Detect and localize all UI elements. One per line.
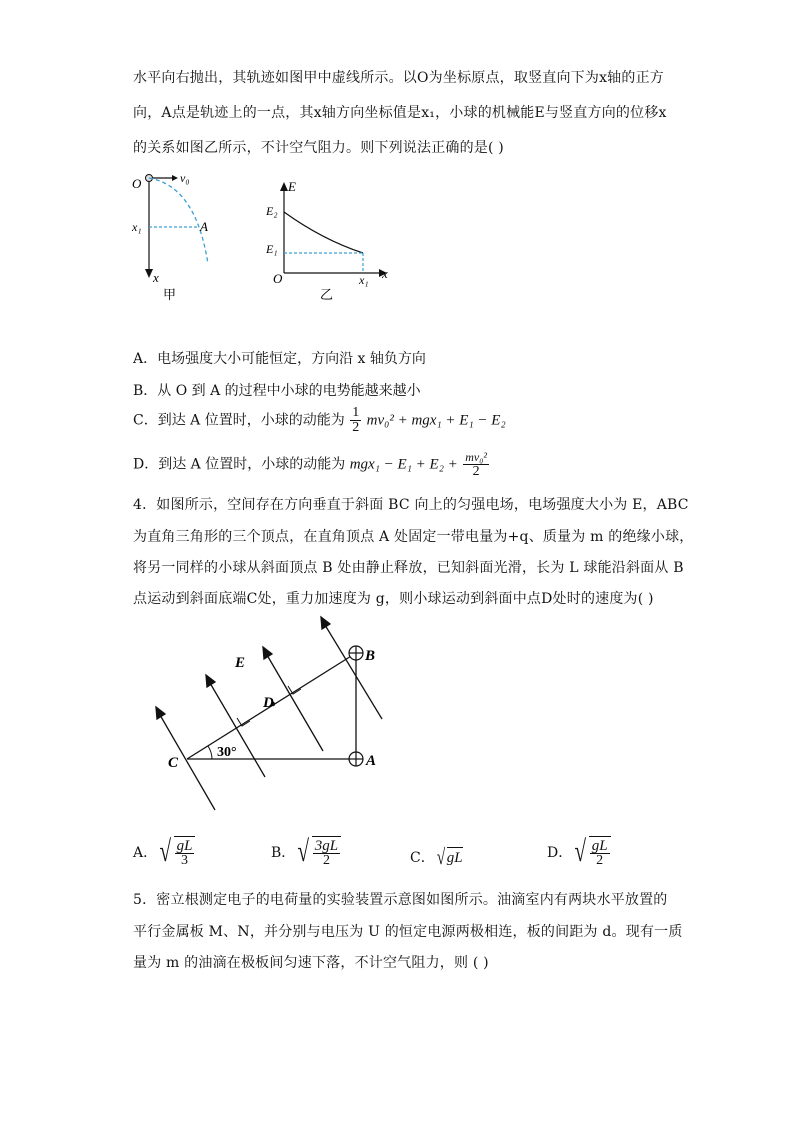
angle-arc-C — [208, 746, 212, 759]
q4-option-a-label: A． — [133, 845, 158, 861]
label-B-q4: B — [365, 648, 376, 664]
q3-option-d-fraction — [463, 450, 489, 479]
label-E-q4: E — [235, 655, 246, 671]
q3-c-frac-num: 1 — [352, 405, 360, 420]
q4-d-num: gL — [591, 838, 608, 854]
label-D-q4: D — [263, 695, 274, 711]
e-axis-arrow-yi — [280, 182, 288, 191]
q4-option-c-label: C． — [410, 850, 435, 866]
q3-option-d — [133, 450, 490, 479]
q4-option-c — [410, 842, 463, 872]
field-lines — [156, 617, 382, 810]
q3-option-a: A．电场强度大小可能恒定，方向沿 x 轴负方向 — [133, 351, 426, 367]
q4-option-a-sqrt: √ $\frac{gL}{3}$ — [157, 836, 195, 868]
label-x-jia: x — [153, 270, 159, 285]
q3-option-d-expr: mgx₁ − E₁ + E₂ + — [349, 456, 458, 473]
q5-line-3: 量为 m 的油滴在极板间匀速下落，不计空气阻力，则 ( ) — [133, 955, 489, 971]
q4-b-den: 2 — [322, 853, 330, 868]
q4-options — [133, 828, 653, 878]
q4-option-b — [271, 836, 341, 868]
q3-option-c-fraction — [350, 406, 361, 435]
q4-line-3: 将另一同样的小球从斜面顶点 B 处由静止释放，已知斜面光滑，长为 L 球能沿斜面从 B — [133, 560, 684, 576]
q4-option-d-sqrt: √ $\frac{gL}{2}$ — [572, 836, 610, 868]
energy-curve-yi — [284, 212, 363, 253]
q3-option-d-prefix: D．到达 A 位置时，小球的动能为 — [133, 456, 346, 473]
label-x1-jia: x₁ — [132, 220, 142, 234]
q3-d-frac-num: mv₀² — [465, 450, 487, 464]
label-E1-yi: E₁ — [266, 242, 278, 256]
q4-option-d-label: D． — [547, 845, 573, 861]
q4-a-num: gL — [176, 838, 193, 854]
label-v0-jia: v₀ — [180, 171, 190, 185]
q3-c-frac-den: 2 — [352, 420, 360, 435]
q4-option-b-sqrt: √ $\frac{3gL}{2}$ — [295, 836, 341, 868]
intro-line-2: 向，A点是轨迹上的一点，其x轴方向坐标值是x₁，小球的机械能E与竖直方向的位移x — [133, 105, 667, 121]
ball-B — [349, 646, 363, 660]
q4-option-a — [133, 836, 195, 868]
right-angle-mark-1 — [237, 718, 250, 726]
caption-jia: 甲 — [163, 287, 177, 302]
label-x-yi: x — [382, 266, 388, 281]
figure-jia — [128, 168, 228, 308]
label-A-q4: A — [366, 753, 377, 769]
q4-option-d — [547, 836, 611, 868]
label-E2-yi: E₂ — [266, 204, 278, 218]
q3-option-c-expr: mv₀² + mgx₁ + E₁ − E₂ — [366, 412, 506, 429]
q3-option-c-prefix: C．到达 A 位置时，小球的动能为 — [133, 412, 345, 429]
caption-yi: 乙 — [320, 287, 334, 302]
label-O-yi: O — [273, 271, 283, 286]
q3-option-b: B．从 O 到 A 的过程中小球的电势能越来越小 — [133, 383, 421, 399]
q4-line-4: 点运动到斜面底端C处，重力加速度为 g，则小球运动到斜面中点D处时的速度为( ) — [133, 591, 654, 607]
q3-d-frac-den: 2 — [472, 464, 480, 479]
label-x1-yi: x₁ — [359, 273, 369, 287]
intro-line-3: 的关系如图乙所示，不计空气阻力。则下列说法正确的是( ) — [133, 140, 504, 156]
q4-option-c-sqrt: √ gL — [436, 844, 463, 869]
q4-a-den: 3 — [181, 853, 189, 868]
label-O-jia: O — [132, 176, 142, 191]
figure-q4 — [150, 615, 400, 815]
q4-c-expr: gL — [447, 847, 463, 867]
q4-d-den: 2 — [596, 853, 604, 868]
right-angle-mark-2 — [288, 686, 301, 694]
label-C-q4: C — [168, 755, 179, 771]
label-A-jia: A — [200, 219, 208, 234]
intro-line-1: 水平向右抛出，其轨迹如图甲中虚线所示。以O为坐标原点，取竖直向下为x轴的正方 — [133, 70, 664, 86]
q4-b-num: 3gL — [314, 838, 339, 854]
ball-A — [349, 752, 363, 766]
v0-arrowhead-jia — [172, 175, 178, 181]
q5-line-1: 5．密立根测定电子的电荷量的实验装置示意图如图所示。油滴室内有两块水平放置的 — [133, 892, 668, 908]
label-angle-q4: 30° — [217, 745, 237, 760]
q3-option-c — [133, 406, 506, 435]
q4-option-b-label: B． — [271, 845, 296, 861]
figure-yi — [263, 175, 393, 305]
q4-line-2: 为直角三角形的三个顶点，在直角顶点 A 处固定一带电量为+q、质量为 m 的绝缘小球， — [133, 529, 694, 545]
label-E-yi: E — [288, 179, 296, 194]
x-axis-arrow-jia — [145, 269, 153, 278]
q4-line-1: 4．如图所示，空间存在方向垂直于斜面 BC 向上的匀强电场，电场强度大小为 E，ABC — [133, 497, 689, 513]
q5-line-2: 平行金属板 M、N，并分别与电压为 U 的恒定电源两极相连，板的间距为 d。现有一质 — [133, 924, 683, 940]
